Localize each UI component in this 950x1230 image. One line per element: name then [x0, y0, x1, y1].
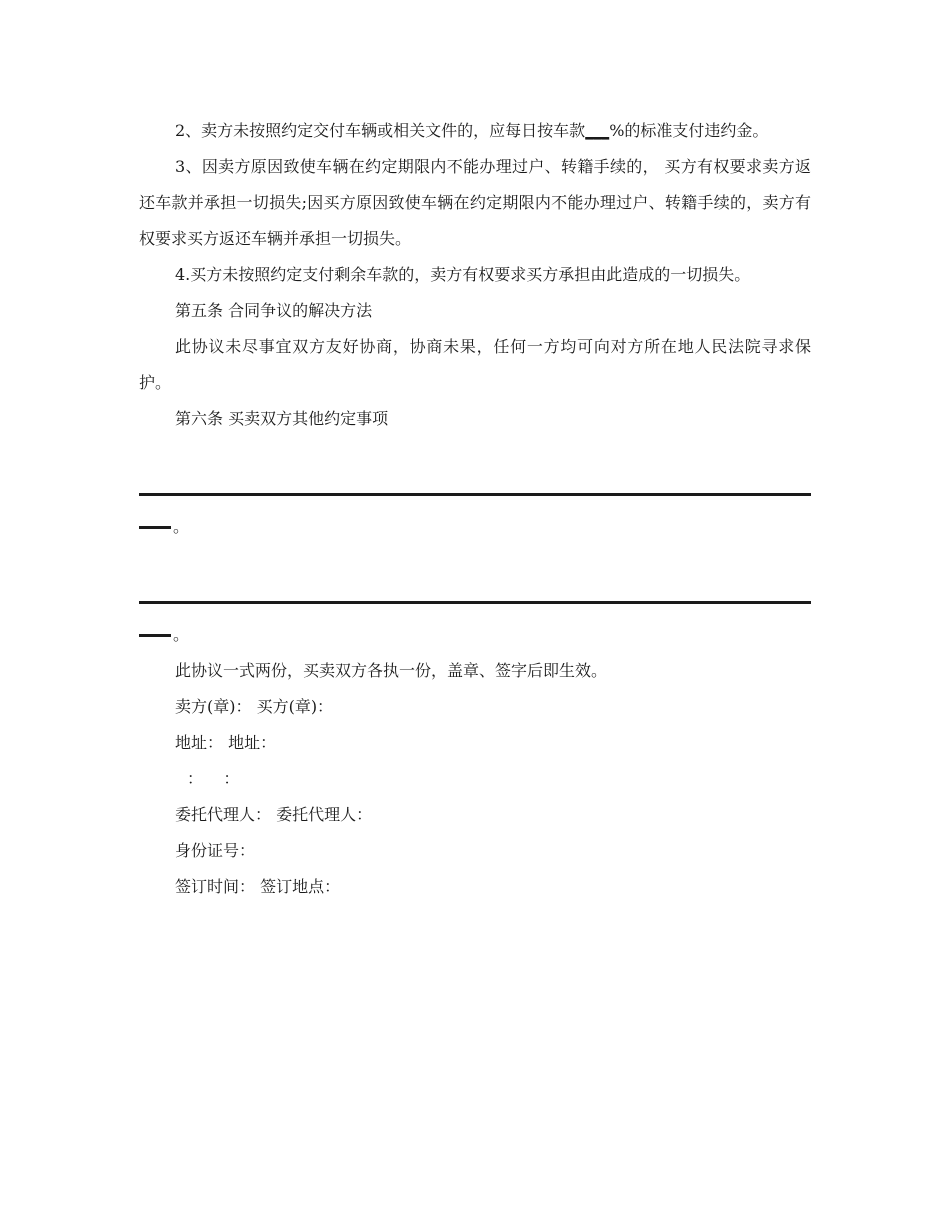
fill-in-blank-1: [139, 473, 811, 545]
clause-late-delivery: [139, 113, 811, 149]
blank-rule-line: [139, 581, 811, 617]
signature-agents: 委托代理人： 委托代理人：: [175, 805, 373, 824]
signature-id-number: 身份证号：: [175, 841, 256, 860]
signature-colons: ： ：: [187, 769, 240, 788]
blank-rule-line: [139, 473, 811, 509]
signature-address: 地址： 地址：: [175, 733, 277, 752]
article-5-title: 第五条 合同争议的解决方法: [175, 301, 373, 320]
article-5-body: 此协议未尽事宜双方友好协商，协商未果，任何一方均可向对方所在地人民法院寻求保护。: [139, 337, 811, 392]
clause-late-payment: 4.买方未按照约定支付剩余车款的，卖方有权要求买方承担由此造成的一切损失。: [175, 265, 751, 284]
penalty-rate-blank: ___: [585, 121, 610, 140]
copies-clause: 此协议一式两份，买卖双方各执一份，盖章、签字后即生效。: [175, 661, 608, 680]
contract-body: [139, 113, 811, 905]
fill-in-blank-2: [139, 581, 811, 653]
blank-end-mark: 。: [173, 517, 190, 536]
clause-late-delivery-text-b: %的标准支付违约金。: [609, 121, 769, 140]
article-6-title: 第六条 买卖双方其他约定事项: [175, 409, 389, 428]
blank-rule-tail: [139, 617, 811, 653]
signature-parties: 卖方(章)： 买方(章)：: [175, 697, 334, 716]
signature-time-place: 签订时间： 签订地点：: [175, 877, 341, 896]
blank-end-mark: 。: [173, 625, 190, 644]
clause-transfer-failure: 3、因卖方原因致使车辆在约定期限内不能办理过户、转籍手续的， 买方有权要求卖方返还车款并承担一切损失;因买方原因致使车辆在约定期限内不能办理过户、转籍手续的，卖方有权要求买方返还车辆并承担一切损失。: [139, 157, 811, 248]
blank-rule-tail: [139, 509, 811, 545]
clause-late-delivery-text-a: 2、卖方未按照约定交付车辆或相关文件的，应每日按车款: [175, 121, 586, 140]
